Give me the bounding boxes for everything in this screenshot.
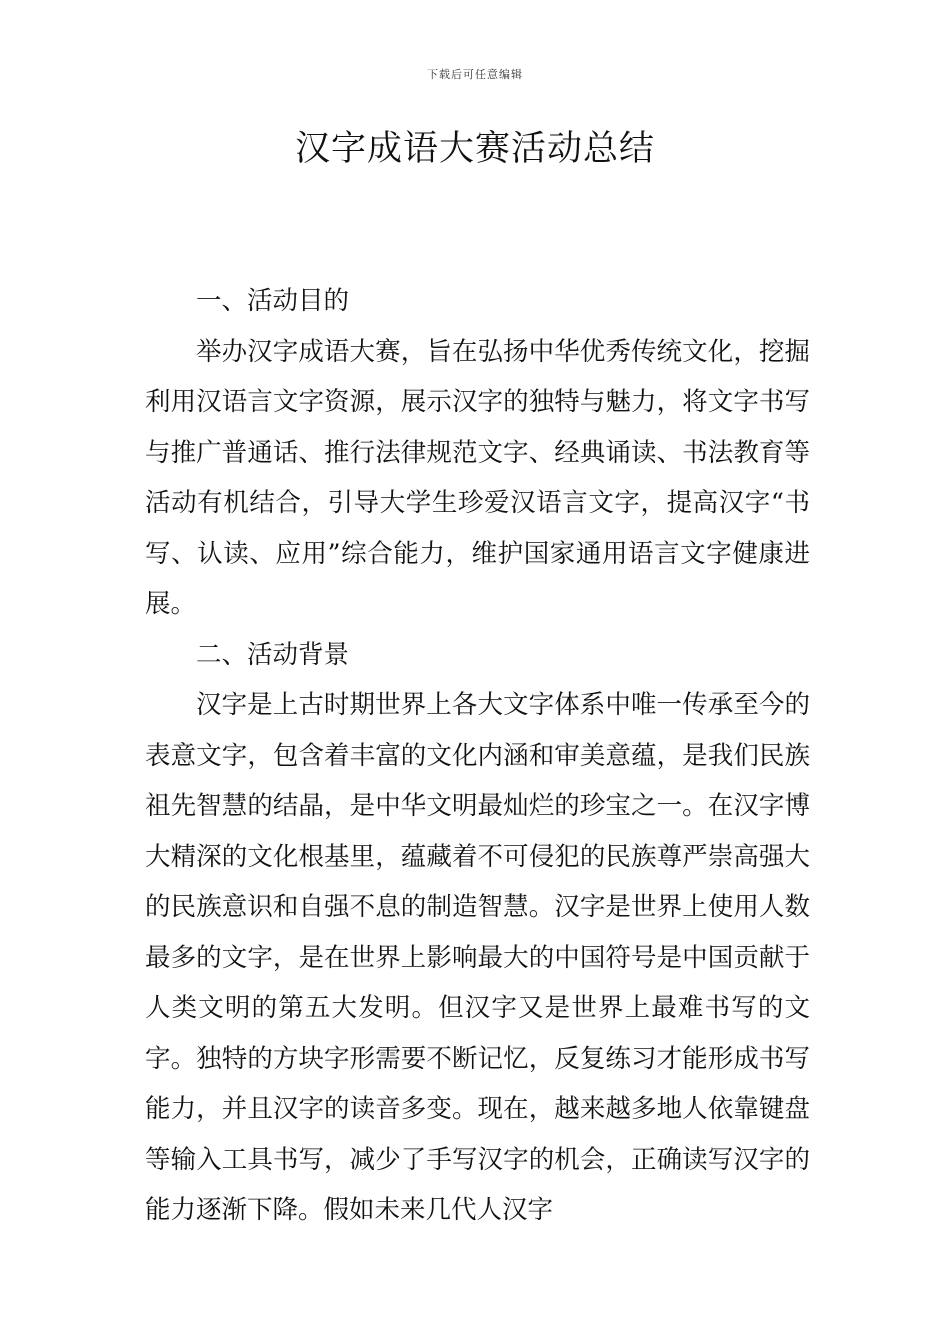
document-body xyxy=(145,276,810,1236)
document-title: 汉字成语大赛活动总结 xyxy=(294,129,655,169)
section-heading-background: 二、活动背景 xyxy=(196,639,350,670)
section-heading-purpose: 一、活动目的 xyxy=(196,286,350,316)
section-paragraph-background: 汉字是上古时期世界上各大文字体系中唯一传承至今的表意文字，包含着丰富的文化内涵和审美意蕴，是我们民族祖先智慧的结晶，是中华文明最灿烂的珍宝之一。在汉字博大精深的文化根基里，蕴藏着不可侵犯的民族尊严崇高强大的民族意识和自强不息的制造智慧。汉字是世界上使用人数最多的文字，是在世界上影响最大的中国符号是中国贡献于人类文明的第五大发明。但汉字又是世界上最难书写的文字。独特的方块字形需要不断记忆，反复练习才能形成书写能力，并且汉字的读音多变。现在，越来越多地人依靠键盘等输入工具书写，减少了手写汉字的机会，正确读写汉字的能力逐渐下降。假如未来几代人汉字 xyxy=(145,690,810,1225)
page-header-note: 下载后可任意编辑 xyxy=(427,68,523,81)
section-paragraph-purpose: 举办汉字成语大赛，旨在弘扬中华优秀传统文化，挖掘利用汉语言文字资源，展示汉字的独特与魅力，将文字书写与推广普通话、推行法律规范文字、经典诵读、书法教育等活动有机结合，引导大学生珍爱汉语言文字，提高汉字“书写、认读、应用”综合能力，维护国家通用语言文字健康进展。 xyxy=(145,336,810,619)
